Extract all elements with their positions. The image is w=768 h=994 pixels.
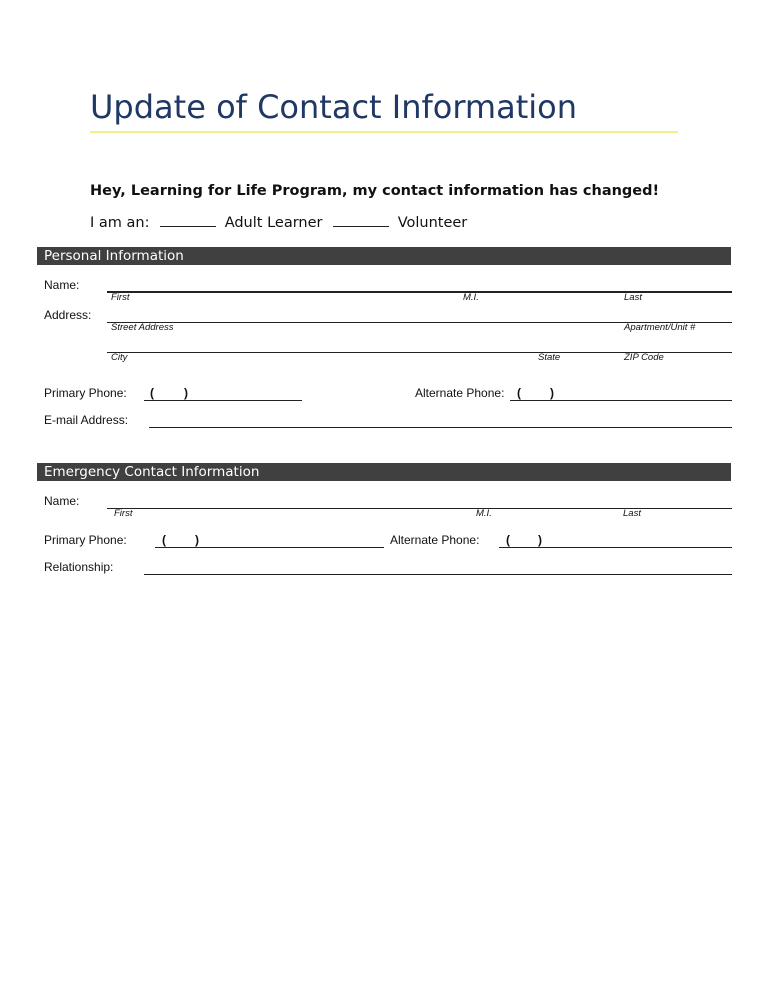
- member-type-row: [90, 214, 467, 231]
- personal-last-sublabel: Last: [624, 292, 642, 303]
- emergency-last-sublabel: Last: [623, 508, 641, 519]
- personal-first-sublabel: First: [111, 292, 130, 303]
- emergency-first-sublabel: First: [114, 508, 133, 519]
- email-label: E-mail Address:: [44, 413, 129, 427]
- adult-learner-blank[interactable]: [160, 214, 216, 227]
- emergency-alternate-phone-label: Alternate Phone:: [390, 533, 480, 547]
- greeting-text: Hey, Learning for Life Program, my contact information has changed!: [90, 183, 660, 199]
- zip-sublabel: ZIP Code: [624, 352, 664, 363]
- adult-learner-option: Adult Learner: [224, 215, 323, 231]
- alternate-phone-paren-close: ): [550, 386, 554, 400]
- personal-mi-sublabel: M.I.: [463, 292, 479, 303]
- emergency-primary-paren-open: (: [162, 533, 166, 547]
- apartment-sublabel: Apartment/Unit #: [624, 322, 696, 333]
- primary-phone-paren-close: ): [184, 386, 188, 400]
- i-am-label: I am an:: [90, 215, 150, 231]
- emergency-primary-phone-field[interactable]: [155, 547, 384, 548]
- volunteer-blank[interactable]: [333, 214, 389, 227]
- volunteer-option: Volunteer: [397, 215, 468, 231]
- state-sublabel: State: [538, 352, 561, 363]
- personal-info-heading: Personal Information: [37, 247, 731, 265]
- emergency-alternate-phone-field[interactable]: [499, 547, 732, 548]
- primary-phone-paren-open: (: [150, 386, 154, 400]
- address-label: Address:: [44, 308, 92, 322]
- emergency-name-label: Name:: [44, 494, 80, 508]
- emergency-primary-paren-close: ): [195, 533, 199, 547]
- title-underline: [90, 131, 678, 133]
- primary-phone-label: Primary Phone:: [44, 386, 127, 400]
- emergency-alternate-paren-close: ): [538, 533, 542, 547]
- street-address-sublabel: Street Address: [111, 322, 174, 333]
- alternate-phone-label: Alternate Phone:: [415, 386, 505, 400]
- page-title: Update of Contact Information: [90, 88, 577, 126]
- emergency-primary-phone-label: Primary Phone:: [44, 533, 127, 547]
- emergency-mi-sublabel: M.I.: [476, 508, 492, 519]
- primary-phone-field[interactable]: [144, 400, 302, 401]
- city-sublabel: City: [111, 352, 128, 363]
- emergency-info-heading: Emergency Contact Information: [37, 463, 731, 481]
- relationship-field[interactable]: [144, 574, 732, 575]
- alternate-phone-paren-open: (: [517, 386, 521, 400]
- emergency-alternate-paren-open: (: [506, 533, 510, 547]
- personal-name-label: Name:: [44, 278, 80, 292]
- relationship-label: Relationship:: [44, 560, 114, 574]
- alternate-phone-field[interactable]: [510, 400, 732, 401]
- email-field[interactable]: [149, 427, 732, 428]
